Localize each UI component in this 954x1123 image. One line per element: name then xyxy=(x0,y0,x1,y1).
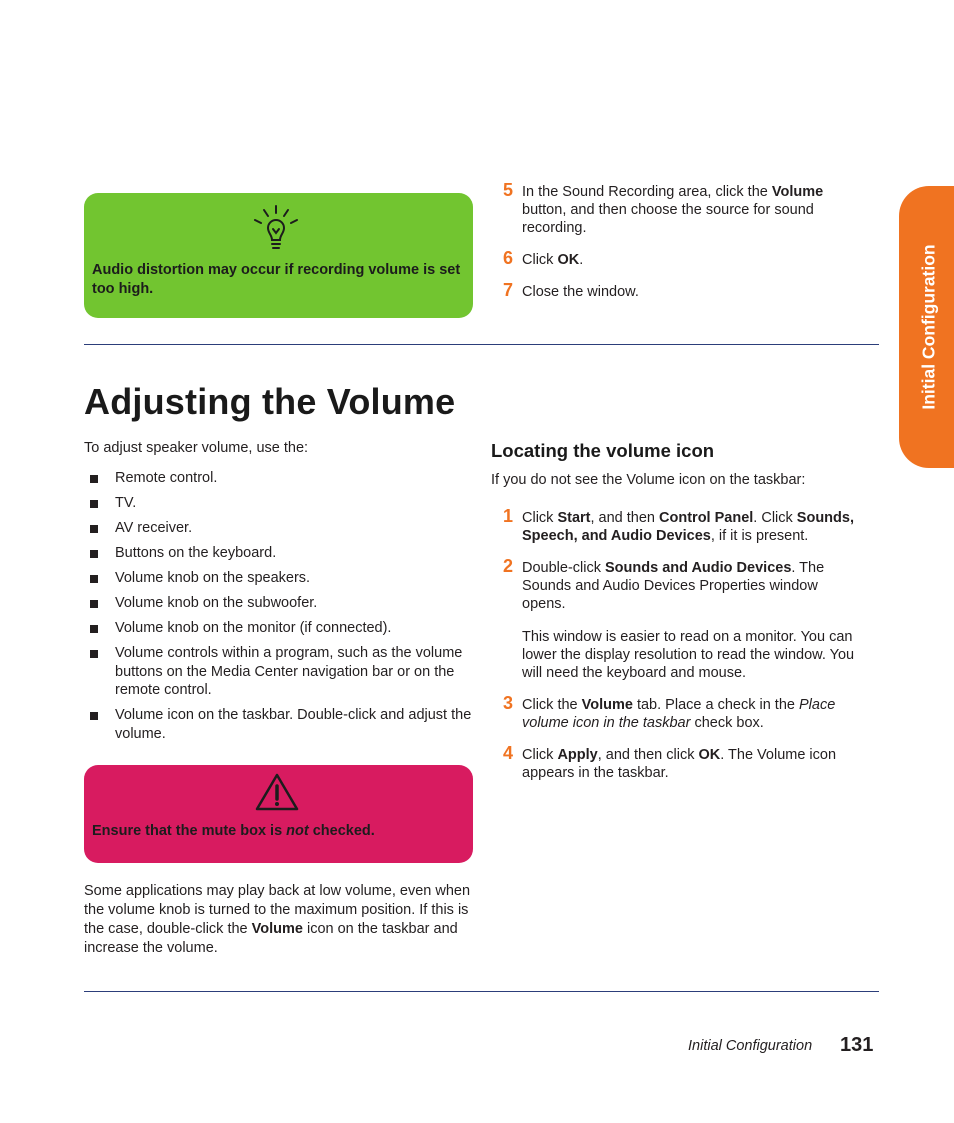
bullet-list xyxy=(84,469,474,750)
divider xyxy=(84,344,879,345)
step-2-note: This window is easier to read on a monitor. You can lower the display resolution to read the window. You will need the keyboard and mouse. xyxy=(522,629,855,681)
page-number: 131 xyxy=(840,1034,874,1056)
lightbulb-icon xyxy=(250,204,302,256)
subsection-intro: If you do not see the Volume icon on the taskbar: xyxy=(491,472,806,488)
list-item: Remote control. xyxy=(84,469,474,488)
list-item: Volume knob on the speakers. xyxy=(84,569,474,588)
step-7: 7 Close the window. xyxy=(503,280,639,300)
step-6: 6 Click OK. xyxy=(503,248,584,268)
step-number: 6 xyxy=(503,248,514,268)
list-item: Volume controls within a program, such as the volume buttons on the Media Center navigation bar or on the remote control. xyxy=(84,644,474,700)
list-item: Volume icon on the taskbar. Double-click and adjust the volume. xyxy=(84,706,474,743)
intro-text: To adjust speaker volume, use the: xyxy=(84,440,309,456)
tip-text: Audio distortion may occur if recording volume is set too high. xyxy=(92,262,461,297)
list-item: AV receiver. xyxy=(84,519,474,538)
chapter-tab-label: Initial Configuration xyxy=(918,244,939,410)
step-number: 1 xyxy=(503,506,514,526)
divider xyxy=(84,991,879,992)
step-number: 3 xyxy=(503,693,514,713)
step-number: 7 xyxy=(503,280,514,300)
step-2: 2 Double-click Sounds and Audio Devices. The Sounds and Audio Devices Properties window opens. xyxy=(503,556,825,612)
closing-paragraph: Some applications may play back at low volume, even when the volume knob is turned to the maximum position. If this is the case, double-click the Volume icon on the taskbar and increase the volume. xyxy=(84,883,471,956)
section-title: Adjusting the Volume xyxy=(84,381,456,422)
step-number: 5 xyxy=(503,180,514,200)
list-item: TV. xyxy=(84,494,474,513)
subsection-heading: Locating the volume icon xyxy=(491,440,715,461)
step-number: 4 xyxy=(503,743,514,763)
warning-text: Ensure that the mute box is not checked. xyxy=(92,823,375,839)
step-5: 5 In the Sound Recording area, click the Volume button, and then choose the source for sound recording. xyxy=(503,180,824,236)
step-1: 1 Click Start, and then Control Panel. Click Sounds, Speech, and Audio Devices, if it is present. xyxy=(503,506,854,544)
step-number: 2 xyxy=(503,556,514,576)
step-3: 3 Click the Volume tab. Place a check in the Place volume icon in the taskbar check box. xyxy=(503,693,836,731)
list-item: Volume knob on the monitor (if connected). xyxy=(84,619,474,638)
list-item: Buttons on the keyboard. xyxy=(84,544,474,563)
footer-chapter-label: Initial Configuration xyxy=(688,1038,813,1054)
warning-triangle-icon xyxy=(255,773,299,811)
list-item: Volume knob on the subwoofer. xyxy=(84,594,474,613)
step-4: 4 Click Apply, and then click OK. The Volume icon appears in the taskbar. xyxy=(503,743,837,781)
